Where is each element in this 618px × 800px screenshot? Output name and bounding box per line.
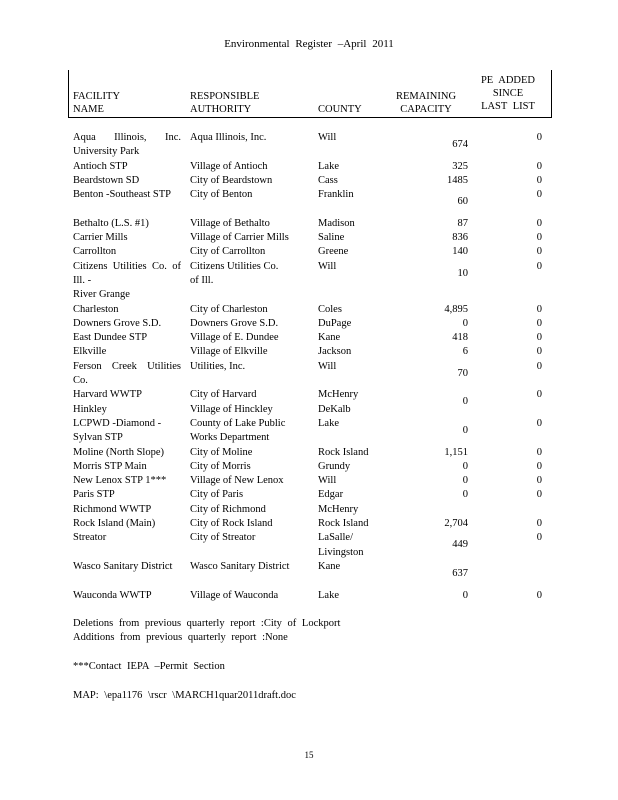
- additions-note: Additions from previous quarterly report :None: [73, 632, 288, 643]
- remaining-capacity-cell: 0: [462, 475, 468, 487]
- pe-added-cell: 0: [536, 317, 542, 329]
- county-cell: Lake: [318, 589, 339, 601]
- table-row: [0, 345, 618, 359]
- table-row: [0, 217, 618, 231]
- facility-name-cell: Carrier Mills: [73, 232, 128, 244]
- column-header-line: SINCE: [492, 88, 524, 99]
- column-header-line: COUNTY: [318, 104, 362, 115]
- facility-name-cell: Bethalto (L.S. #1): [73, 217, 149, 229]
- facility-name-cell: Benton -Southeast STP: [73, 189, 172, 201]
- facility-name-cell: Harvard WWTP: [73, 389, 142, 401]
- remaining-capacity-cell: 325: [452, 160, 468, 172]
- table-row: [0, 131, 618, 160]
- county-cell: DuPage: [318, 317, 352, 329]
- facility-name-cell: Antioch STP: [73, 160, 128, 172]
- remaining-capacity-cell: 4,895: [444, 303, 468, 315]
- table-row: [0, 503, 618, 517]
- remaining-capacity-cell: 836: [452, 232, 468, 244]
- responsible-authority-cell: City of Streator: [190, 532, 256, 544]
- responsible-authority-cell: Village of Hinckley: [190, 403, 273, 415]
- facility-name-cell: Paris STP: [73, 489, 115, 501]
- page-number: 15: [304, 750, 314, 760]
- pe-added-cell: 0: [536, 417, 542, 429]
- responsible-authority-cell: Citizens Utilities Co. of Ill.: [190, 260, 279, 286]
- facility-name-cell: Richmond WWTP: [73, 503, 152, 515]
- responsible-authority-cell: City of Harvard: [190, 389, 257, 401]
- table-row: [0, 517, 618, 531]
- column-header-remaining-capacity: [395, 90, 457, 116]
- responsible-authority-cell: Wasco Sanitary District: [190, 560, 290, 572]
- pe-added-cell: 0: [536, 475, 542, 487]
- facility-name-cell: Wasco Sanitary District: [73, 560, 173, 572]
- county-cell: Will: [318, 360, 337, 372]
- responsible-authority-cell: City of Rock Island: [190, 518, 273, 530]
- table-row: [0, 589, 618, 603]
- table-row: [0, 160, 618, 174]
- county-cell: Will: [318, 132, 337, 143]
- pe-added-cell: 0: [536, 389, 542, 401]
- facility-name-cell: LCPWD -Diamond - Sylvan STP: [73, 417, 162, 444]
- county-cell: Greene: [318, 246, 349, 258]
- remaining-capacity-cell: 449: [452, 539, 468, 551]
- county-cell: Lake: [318, 417, 339, 429]
- pe-added-cell: 0: [536, 518, 542, 530]
- table-row: [0, 560, 618, 589]
- table-row: [0, 388, 618, 408]
- responsible-authority-cell: Village of E. Dundee: [190, 332, 279, 344]
- column-header-line: RESPONSIBLE: [190, 91, 260, 102]
- remaining-capacity-cell: 0: [462, 489, 468, 501]
- pe-added-cell: 0: [536, 189, 542, 201]
- remaining-capacity-cell: 674: [452, 139, 468, 150]
- pe-added-cell: 0: [536, 332, 542, 344]
- remaining-capacity-cell: 60: [457, 196, 468, 208]
- remaining-capacity-cell: 637: [452, 567, 468, 579]
- county-cell: Rock Island: [318, 446, 369, 458]
- facility-name-cell: Beardstown SD: [73, 174, 140, 186]
- pe-added-cell: 0: [536, 489, 542, 501]
- remaining-capacity-cell: 87: [457, 217, 468, 229]
- facility-name-cell: Streator: [73, 532, 107, 544]
- facility-name-cell: Hinkley: [73, 403, 107, 415]
- pe-added-cell: 0: [536, 360, 542, 372]
- table-row: [0, 245, 618, 259]
- county-cell: Rock Island: [318, 518, 369, 530]
- page-title: Environmental Register –April 2011: [224, 38, 394, 50]
- table-row: [0, 317, 618, 331]
- column-header-line: AUTHORITY: [190, 104, 252, 115]
- column-header-line: FACILITY: [73, 91, 121, 102]
- remaining-capacity-cell: 0: [462, 460, 468, 472]
- remaining-capacity-cell: 0: [462, 396, 468, 408]
- pe-added-cell: 0: [536, 217, 542, 229]
- responsible-authority-cell: City of Carrollton: [190, 246, 266, 258]
- column-header-line: LAST LIST: [481, 101, 535, 112]
- responsible-authority-cell: Village of Carrier Mills: [190, 232, 289, 244]
- facility-name-cell: Ferson Creek Utilities Co.: [73, 360, 181, 387]
- facility-name-cell: Rock Island (Main): [73, 518, 156, 530]
- pe-added-cell: 0: [536, 446, 542, 458]
- county-cell: McHenry: [318, 503, 359, 515]
- county-cell: Franklin: [318, 189, 354, 201]
- responsible-authority-cell: City of Beardstown: [190, 174, 273, 186]
- county-cell: Will: [318, 260, 337, 272]
- county-cell: McHenry: [318, 389, 359, 401]
- pe-added-cell: 0: [536, 232, 542, 244]
- facility-name-cell: Morris STP Main: [73, 460, 147, 472]
- column-header-responsible-authority: [190, 90, 259, 116]
- responsible-authority-cell: County of Lake Public Works Department: [190, 417, 286, 444]
- responsible-authority-cell: Village of Elkville: [190, 346, 268, 358]
- column-header-county: [318, 103, 362, 116]
- facility-name-cell: Elkville: [73, 346, 107, 358]
- facility-name-cell: New Lenox STP 1***: [73, 475, 167, 487]
- facility-name-cell: Citizens Utilities Co. of Ill. - River Grange: [73, 260, 181, 301]
- county-cell: Lake: [318, 160, 339, 172]
- table-row: [0, 231, 618, 245]
- facility-table-body: [0, 131, 618, 603]
- pe-added-cell: 0: [536, 132, 542, 143]
- responsible-authority-cell: Village of Wauconda: [190, 589, 279, 601]
- county-cell: Saline: [318, 232, 345, 244]
- table-row: [0, 360, 618, 389]
- pe-added-cell: 0: [536, 160, 542, 172]
- table-row: [0, 260, 618, 303]
- table-row: [0, 531, 618, 560]
- column-header-facility-name: [73, 90, 120, 116]
- remaining-capacity-cell: 0: [462, 317, 468, 329]
- county-cell: Grundy: [318, 460, 351, 472]
- responsible-authority-cell: City of Benton: [190, 189, 253, 201]
- remaining-capacity-cell: 0: [462, 424, 468, 436]
- facility-name-cell: Aqua Illinois, Inc. University Park: [73, 132, 181, 158]
- responsible-authority-cell: City of Paris: [190, 489, 244, 501]
- pe-added-cell: 0: [536, 346, 542, 358]
- facility-name-cell: Downers Grove S.D.: [73, 317, 162, 329]
- county-cell: Coles: [318, 303, 342, 315]
- table-row: [0, 488, 618, 502]
- remaining-capacity-cell: 0: [462, 589, 468, 601]
- deletions-note: Deletions from previous quarterly report :City of Lockport: [73, 618, 341, 629]
- table-row: [0, 331, 618, 345]
- county-cell: Will: [318, 475, 337, 487]
- pe-added-cell: 0: [536, 260, 542, 272]
- responsible-authority-cell: Village of Antioch: [190, 160, 268, 172]
- remaining-capacity-cell: 2,704: [444, 518, 468, 530]
- county-cell: Madison: [318, 217, 355, 229]
- county-cell: Edgar: [318, 489, 344, 501]
- county-cell: Kane: [318, 332, 341, 344]
- responsible-authority-cell: City of Moline: [190, 446, 253, 458]
- responsible-authority-cell: Village of Bethalto: [190, 217, 270, 229]
- remaining-capacity-cell: 1485: [447, 174, 468, 186]
- responsible-authority-cell: Village of New Lenox: [190, 475, 284, 487]
- table-row: [0, 188, 618, 217]
- county-cell: Cass: [318, 174, 338, 186]
- facility-name-cell: Carrollton: [73, 246, 117, 258]
- column-header-line: REMAINING: [395, 91, 457, 102]
- column-header-pe-added: [476, 74, 540, 113]
- county-cell: DeKalb: [318, 403, 351, 415]
- remaining-capacity-cell: 10: [457, 267, 468, 279]
- remaining-capacity-cell: 70: [457, 367, 468, 379]
- facility-name-cell: Moline (North Slope): [73, 446, 164, 458]
- responsible-authority-cell: City of Morris: [190, 460, 251, 472]
- table-row: [0, 174, 618, 188]
- table-row: [0, 446, 618, 460]
- responsible-authority-cell: City of Richmond: [190, 503, 266, 515]
- table-row: [0, 403, 618, 417]
- column-header-line: PE ADDED: [480, 75, 536, 86]
- remaining-capacity-cell: 6: [462, 346, 468, 358]
- responsible-authority-cell: Utilities, Inc.: [190, 360, 246, 372]
- facility-name-cell: Wauconda WWTP: [73, 589, 152, 601]
- table-row: [0, 417, 618, 446]
- pe-added-cell: 0: [536, 460, 542, 472]
- remaining-capacity-cell: 140: [452, 246, 468, 258]
- pe-added-cell: 0: [536, 303, 542, 315]
- map-file-path: MAP: \epa1176 \rscr \MARCH1quar2011draft.doc: [73, 690, 296, 701]
- table-row: [0, 460, 618, 474]
- county-cell: Jackson: [318, 346, 352, 358]
- pe-added-cell: 0: [536, 174, 542, 186]
- responsible-authority-cell: Aqua Illinois, Inc.: [190, 132, 267, 143]
- facility-name-cell: Charleston: [73, 303, 119, 315]
- county-cell: LaSalle/ Livingston: [318, 532, 364, 558]
- facility-name-cell: East Dundee STP: [73, 332, 148, 344]
- pe-added-cell: 0: [536, 532, 542, 544]
- contact-note: ***Contact IEPA –Permit Section: [73, 661, 225, 672]
- remaining-capacity-cell: 418: [452, 332, 468, 344]
- table-row: [0, 303, 618, 317]
- pe-added-cell: 0: [536, 246, 542, 258]
- column-header-line: CAPACITY: [400, 104, 452, 115]
- responsible-authority-cell: City of Charleston: [190, 303, 268, 315]
- county-cell: Kane: [318, 560, 341, 572]
- table-row: [0, 474, 618, 488]
- responsible-authority-cell: Downers Grove S.D.: [190, 317, 279, 329]
- column-header-line: NAME: [73, 104, 104, 115]
- remaining-capacity-cell: 1,151: [444, 446, 468, 458]
- pe-added-cell: 0: [536, 589, 542, 601]
